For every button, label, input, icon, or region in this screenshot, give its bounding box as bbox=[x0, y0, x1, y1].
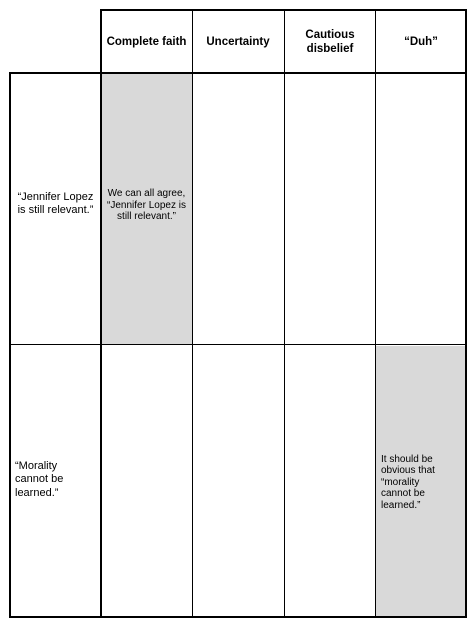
row2-statement bbox=[10, 344, 101, 616]
table-column-divider bbox=[284, 10, 285, 617]
row2-cell-text: It should be obvious that “morality cannot be learned.” bbox=[381, 453, 435, 511]
header-cautious-disbelief-label: Cautious disbelief bbox=[305, 28, 355, 55]
table-border-right bbox=[465, 9, 467, 617]
row1-complete-faith-cell bbox=[101, 73, 192, 344]
table-column-divider bbox=[100, 9, 102, 617]
row1-statement-text: “Jennifer Lopez is still relevant.” bbox=[17, 190, 94, 216]
row2-duh-cell bbox=[376, 346, 466, 616]
header-uncertainty bbox=[192, 10, 284, 73]
table-column-divider bbox=[375, 10, 376, 617]
table-column-divider bbox=[192, 10, 193, 617]
row-divider bbox=[10, 344, 466, 345]
header-complete-faith bbox=[101, 10, 192, 73]
table-border-bottom bbox=[9, 616, 467, 618]
header-duh bbox=[376, 10, 466, 73]
table-border-top bbox=[100, 9, 467, 11]
row1-statement bbox=[10, 73, 101, 344]
header-cautious-disbelief bbox=[284, 10, 376, 73]
header-divider bbox=[9, 72, 467, 74]
header-duh-label: “Duh” bbox=[404, 35, 438, 48]
row1-cell-text: We can all agree, “Jennifer Lopez is still relevant.” bbox=[107, 188, 186, 223]
header-uncertainty-label: Uncertainty bbox=[206, 35, 270, 48]
header-complete-faith-label: Complete faith bbox=[106, 35, 187, 48]
row2-statement-text: “Morality cannot be learned.” bbox=[15, 459, 64, 499]
